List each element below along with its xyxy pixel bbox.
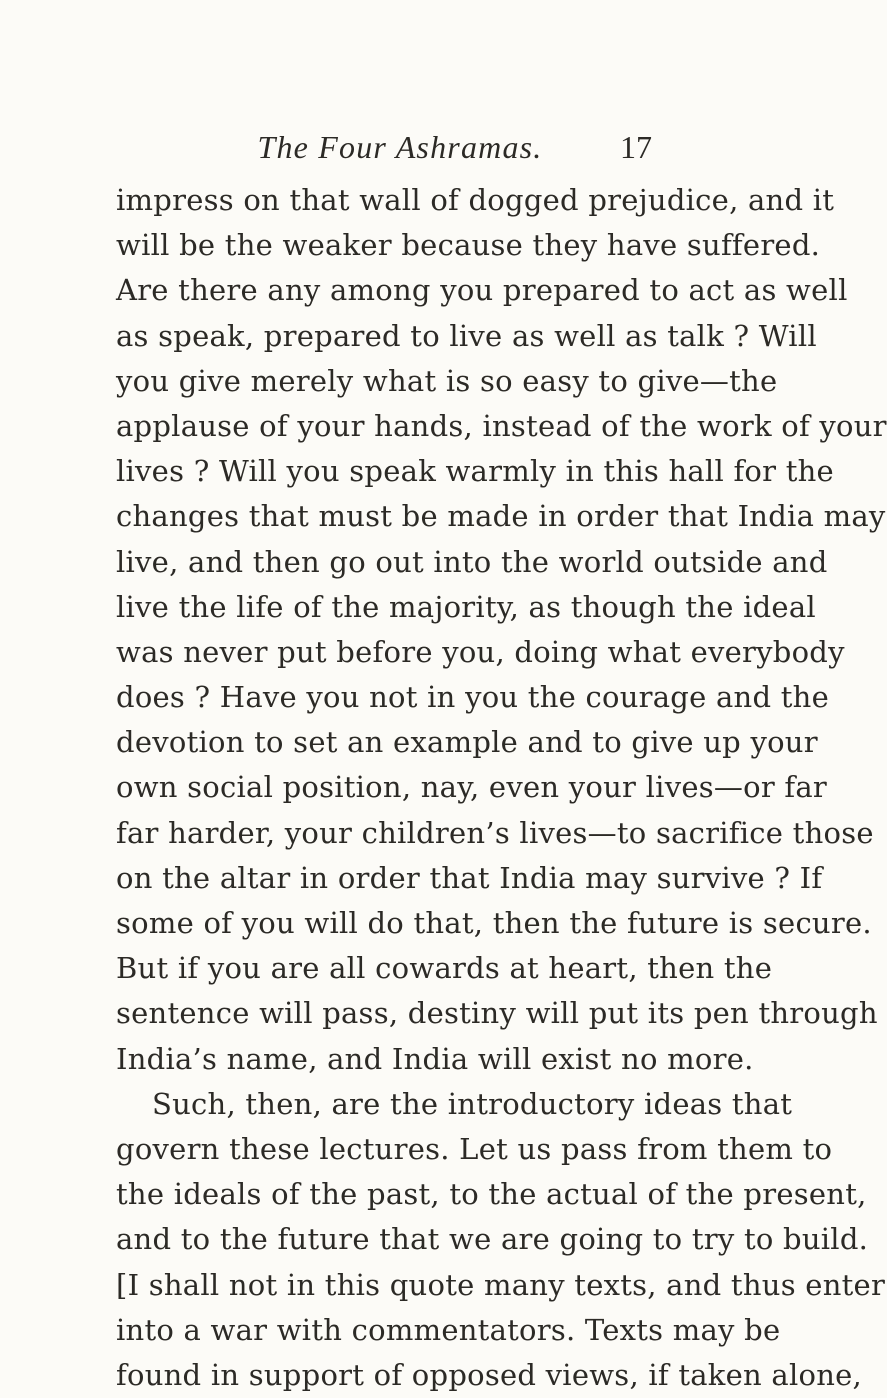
text-line: govern these lectures. Let us pass from them to — [116, 1131, 833, 1166]
text-line: will be the weaker because they have suffered. — [116, 228, 821, 263]
body-text — [116, 178, 887, 1398]
text-line: into a war with commentators. Texts may be — [116, 1312, 781, 1347]
text-line: far harder, your children’s lives—to sacrifice those — [116, 815, 874, 850]
text-line: Are there any among you prepared to act as well — [116, 273, 848, 308]
text-line: the ideals of the past, to the actual of the present, — [116, 1177, 867, 1212]
paragraph-end-line: India’s name, and India will exist no more. — [116, 1041, 754, 1076]
text-line: live the life of the majority, as though the ideal — [116, 589, 816, 624]
text-line: own social position, nay, even your lives—or far — [116, 770, 828, 805]
text-line: But if you are all cowards at heart, then the — [116, 951, 773, 986]
text-line: on the altar in order that India may survive ? If — [116, 860, 823, 895]
text-line: and to the future that we are going to try to build. — [116, 1222, 869, 1257]
text-line: changes that must be made in order that India may — [116, 499, 886, 534]
paragraph-start-line: Such, then, are the introductory ideas that — [152, 1086, 793, 1121]
text-line: sentence will pass, destiny will put its pen through — [116, 996, 878, 1031]
page-number: 17 — [620, 129, 652, 165]
text-line: was never put before you, doing what everybody — [116, 634, 845, 669]
text-line: lives ? Will you speak warmly in this hall for the — [116, 454, 834, 489]
running-head-title: The Four Ashramas. — [257, 129, 543, 165]
text-line: does ? Have you not in you the courage and the — [116, 680, 829, 715]
text-line: live, and then go out into the world outside and — [116, 544, 828, 579]
text-line: found in support of opposed views, if taken alone, — [116, 1357, 863, 1392]
text-line: [I shall not in this quote many texts, and thus enter — [116, 1267, 886, 1302]
text-line: some of you will do that, then the future is secure. — [116, 906, 872, 940]
text-line: impress on that wall of dogged prejudice, and it — [116, 183, 835, 217]
text-line: as speak, prepared to live as well as talk ? Will — [116, 318, 817, 353]
text-line: you give merely what is so easy to give—the — [116, 363, 778, 398]
text-line: applause of your hands, instead of the work of your — [116, 408, 887, 443]
text-line: devotion to set an example and to give up your — [116, 725, 818, 760]
